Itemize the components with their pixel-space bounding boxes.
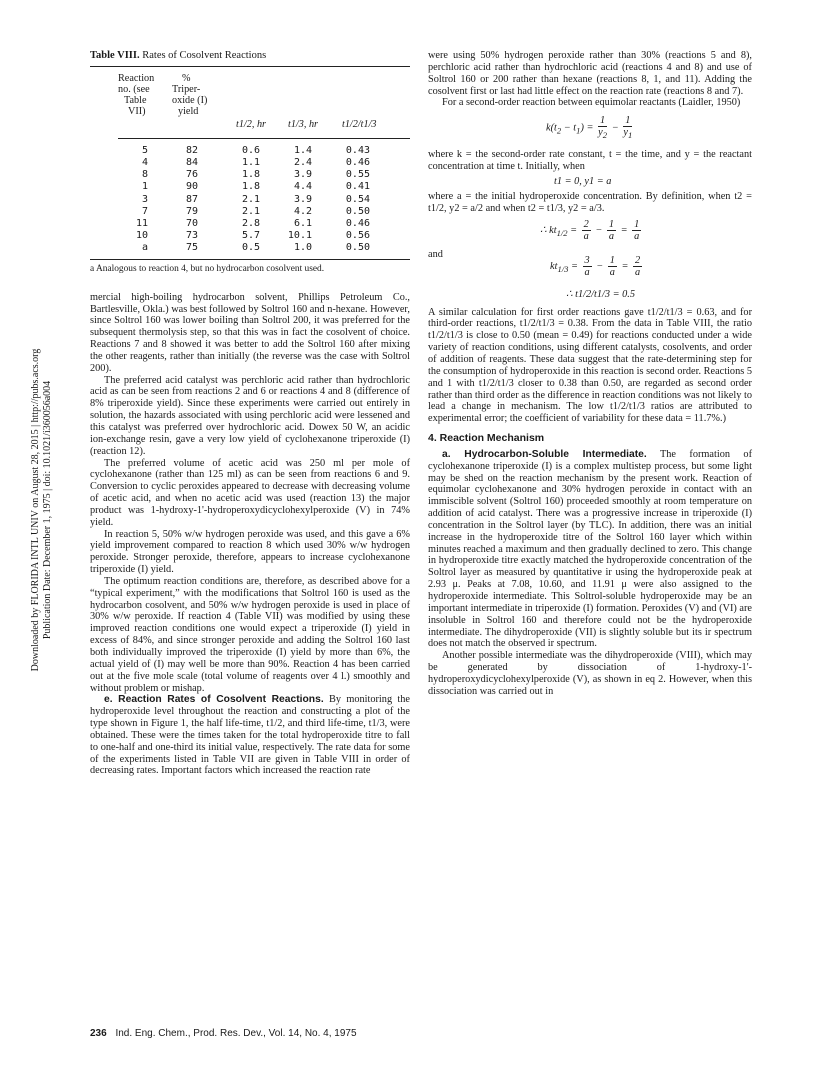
equation-rate-law: $k(t_2 - t_1)$ = $\frac{1}{y_2}$ − $\frac{1}{y_1}$ [546,115,633,141]
table-cell-no: 4 [141,157,148,169]
rates-table [90,67,410,259]
page-footer [90,1028,357,1039]
table-cell-ratio: 0.54 [345,193,370,205]
right-paragraph-3: where k = the second-order rate constant, t = the time, and y = the reactant concentration at time t. Initially, when [428,149,752,173]
table-cell-t13: 1.4 [293,144,312,156]
table-cell-t12: 1.8 [241,181,260,193]
page-number: 236 [90,1028,107,1039]
table-cell-yield: 82 [185,144,198,156]
watermark-text [30,349,54,672]
table-cell-ratio: 0.50 [345,242,370,254]
table-cell-no: 11 [135,218,148,230]
table-title: Table VIII. Rates of Cosolvent Reactions [90,50,267,61]
header-yield: % Triper- oxide (I) yield [172,72,208,117]
table-cell-ratio: 0.55 [345,169,370,181]
table-cell-yield: 87 [185,193,198,205]
section-e-heading: e. Reaction Rates of Cosolvent Reactions. [104,694,324,706]
table-cell-yield: 75 [185,242,198,254]
right-paragraph-4: where a = the initial hydroperoxide concentration. By definition, when t2 = t1/2, y2 = a/2 and when t2 = t1/3, y2 = a/3. [428,190,752,214]
table-cell-t12: 2.1 [241,205,260,217]
download-watermark [22,240,62,780]
equation-half-life: ∴ $kt_{1/2}$ = $\frac{2}{a}$ − $\frac{1}{a}$ = $\frac{1}{a}$ [540,218,640,242]
table-cell-no: 3 [141,193,148,205]
header-t-half: t1/2, hr [236,118,267,130]
left-paragraph-3: The preferred volume of acetic acid was 250 ml per mole of cyclohexanone (rather than 125 ml) as can be seen from reactions 6 and 9. Conversion to cyclic peroxides appeared to decrease with decreasing volume of acetic acid, and when no acetic acid was used (reaction 13) the major product was 1-hydroxy-1'-hydroperoxydicyclohexylperoxide (V) in 74% yield. [90,457,410,528]
table-cell-ratio: 0.46 [345,157,370,169]
right-paragraph-1: were using 50% hydrogen peroxide rather than 30% (reactions 5 and 8), perchloric acid rather than hydrochloric acid (reactions 4 and 8) and use of Soltrol 160 or 200 rather than hexane (reactions 8, 1, and 11). Adding the cosolvent first or last had little effect on the reaction rate (reactions 8 and 7). [428,50,752,97]
table-cell-t12: 1.8 [241,169,260,181]
table-cell-yield: 76 [185,169,198,181]
right-paragraph-7: Another possible intermediate was the dihydroperoxide (VIII), which may be generated by dissociation of 1-hydroxy-1'-hydroperoxydicyclohexylperoxide (V), as shown in eq 2. However, when this dissociation was carried out in [428,650,752,697]
header-t-third: t1/3, hr [288,118,319,130]
equation-ratio: ∴ t1/2/t1/3 = 0.5 [566,288,635,300]
table-cell-yield: 90 [185,181,198,193]
table-cell-yield: 84 [185,157,198,169]
left-paragraph-2: The preferred acid catalyst was perchloric acid rather than hydrochloric acid as can be seen from reactions 2 and 6 or reactions 4 and 8 (difference of 8% triperoxide yield). Since these experiments were carried out entirely in solution, the hazards associated with using perchloric acid were lessened and this catalyst was preferred over hydrochloric acid. Dowex 50 W, an acidic ion-exchange resin, gave a very low yield of cyclohexanone triperoxide (I) (reaction 12). [90,374,410,457]
equation-third-life: and $kt_{1/3}$ = $\frac{3}{a}$ − $\frac{1}{a}$ = $\frac{2}{a}$ [428,248,641,278]
table-cell-t12: 2.8 [241,218,260,230]
table-cell-no: 8 [141,169,148,181]
table-cell-t13: 4.2 [293,205,312,217]
watermark-line-1: Downloaded by FLORIDA INTL UNIV on August 28, 2015 | http://pubs.acs.org [30,348,41,672]
table-cell-no: 7 [141,205,148,217]
table-cell-t12: 0.5 [241,242,260,254]
table-cell-no: 1 [141,181,148,193]
and-label: and [428,248,443,260]
right-paragraph-5: A similar calculation for first order reactions gave t1/2/t1/3 = 0.63, and for third-order reactions, t1/2/t1/3 = 0.38. From the data in Table VIII, the ratio t1/2/t1/3 is close to 0.50 (mean = 0.49) for reactions conducted under a wide variety of reaction conditions, using different catalysts, cosolvents, and order of addition of reagents. These data suggest that the rate-determining step for the consumption of hydroperoxide in this reaction is second order. Reactions 5 and 1 with t1/2/t1/3 closer to 0.38 than 0.50, are regarded as second order rather than third order as the difference in reaction conditions was not likely to lead a change in mechanism. The low t1/2/t1/3 ratios are attributed to experimental error; the coefficient of variability for these data = 11.7%.) [428,306,752,425]
table-cell-ratio: 0.41 [345,181,370,193]
right-paragraph-6: a. Hydrocarbon-Soluble Intermediate. The formation of cyclohexanone triperoxide (I) is a complex multistep process, but some light may be shed on the reaction mechanism by the present work. Reaction of equimolar cyclohexanone and 30% hydrogen peroxide in contact with an immiscible solvent (Soltrol 160) proceeded smoothly at room temperature on addition of acid catalyst. There was a progressive increase in triperoxide (I) concentration in the Soltrol layer (by TLC). In addition, there was an initial increase in the hydroperoxide titre of the Soltrol 160 layer which within minutes reached a maximum and then gradually declined to zero. This change in hydroperoxide titre exactly matched the hydroperoxide concentration of the Soltrol layer as measured by quantitative ir using the hydroperoxide peak at 2.93 μ. Peaks at 7.08, 10.60, and 11.91 μ were also assigned to the hydroperoxide intermediate. This Soltrol-soluble hydroperoxide may be an important intermediate in triperoxide (I) formation. Peroxides (V) and (VI) are insoluble in Soltrol 160 and therefore could not be the hydroperoxide intermediate. The dihydroperoxide (VII) is slightly soluble but its ir spectrum does not match the observed ir spectrum. [428,448,752,650]
table-cell-t13: 4.4 [293,181,312,193]
table-cell-yield: 73 [185,230,198,242]
header-ratio: t1/2/t1/3 [342,118,377,130]
right-column [428,50,752,698]
table-cell-no: 5 [141,144,148,156]
table-cell-yield: 70 [185,218,198,230]
table-cell-t12: 1.1 [241,157,260,169]
table-cell-no: a [141,242,148,254]
table-cell-t13: 6.1 [293,218,312,230]
left-paragraph-4: In reaction 5, 50% w/w hydrogen peroxide was used, and this gave a 6% yield improvement compared to reaction 8 which used 30% w/w hydrogen peroxide. Stronger peroxide, therefore, appears to increase cyclohexanone triperoxide (I) yield. [90,528,410,576]
table-cell-ratio: 0.56 [345,230,370,242]
left-column [90,50,410,777]
table-footnote: a Analogous to reaction 4, but no hydrocarbon cosolvent used. [90,263,325,274]
section-heading-mechanism: 4. Reaction Mechanism [428,432,545,445]
table-cell-t13: 3.9 [293,193,312,205]
table-cell-t13: 2.4 [293,157,312,169]
table-cell-t12: 0.6 [241,144,260,156]
left-paragraph-1: mercial high-boiling hydrocarbon solvent, Phillips Petroleum Co., Bartlesville, Okla.) was best followed by Soltrol 160 and n-hexane. However, since Soltrol 160 was lower boiling than Soltrol 200, it was preferred for the subsequent thermolysis step, so that this was in fact the cosolvent of choice. Reactions 7 and 8 showed it was better to add the Soltrol 160 after mixing the other reagents, rather than initially (the reverse was the case with Soltrol 200). [90,291,410,374]
table-cell-t13: 3.9 [293,169,312,181]
table-cell-ratio: 0.46 [345,218,370,230]
section-a-heading: a. Hydrocarbon-Soluble Intermediate. [442,448,647,460]
table-cell-ratio: 0.50 [345,205,370,217]
equation-initial: t1 = 0, y1 = a [554,175,612,187]
header-reaction-no: Reaction no. (see Table VII) [118,72,155,117]
table-cell-t13: 1.0 [293,242,312,254]
watermark-line-2: Publication Date: December 1, 1975 | doi: 10.1021/i360056a004 [42,380,53,640]
table-bottom-rule [90,259,410,260]
table-cell-no: 10 [135,230,148,242]
left-paragraph-5: The optimum reaction conditions are, therefore, as described above for a “typical experiment,” with the modifications that Soltrol 160 is used as the hydrocarbon cosolvent, and 50% w/w hydrogen peroxide is used in place of 30% w/w peroxide. If reaction 4 (Table VII) was modified by using these improved reaction conditions one would expect a triperoxide (I) yield in excess of 84%, and since stronger peroxide and adding the Soltrol 160 last both individually improved the triperoxide (I) yield by more than 6%, the actual yield of (I) may well be more than 90%. Reaction 4 has been carried out at the five mole scale (total volume of reagents over 4 l.) smoothly and without problem or mishap. [90,575,410,694]
table-cell-t12: 2.1 [241,193,260,205]
table-cell-t12: 5.7 [241,230,260,242]
table-cell-t13: 10.1 [287,230,312,242]
header-rule [118,138,410,139]
journal-citation: Ind. Eng. Chem., Prod. Res. Dev., Vol. 14, No. 4, 1975 [115,1028,357,1039]
left-paragraph-6: e. Reaction Rates of Cosolvent Reactions. By monitoring the hydroperoxide level throughout the reaction and constructing a plot of the type shown in Figure 1, the half life-time, t1/2, and third life-time, t1/3, were obtained. These were the times taken for the total hydroperoxide titre to fall to one-half and one-third its initial value, respectively. The rate data for some of the experiments listed in Table VII are given in Table VIII in order of decreasing rates. Important factors which increased the reaction rate [90,694,410,777]
table-cell-yield: 79 [185,205,198,217]
table-cell-ratio: 0.43 [345,144,370,156]
right-paragraph-2: For a second-order reaction between equimolar reactants (Laidler, 1950) [442,97,741,109]
